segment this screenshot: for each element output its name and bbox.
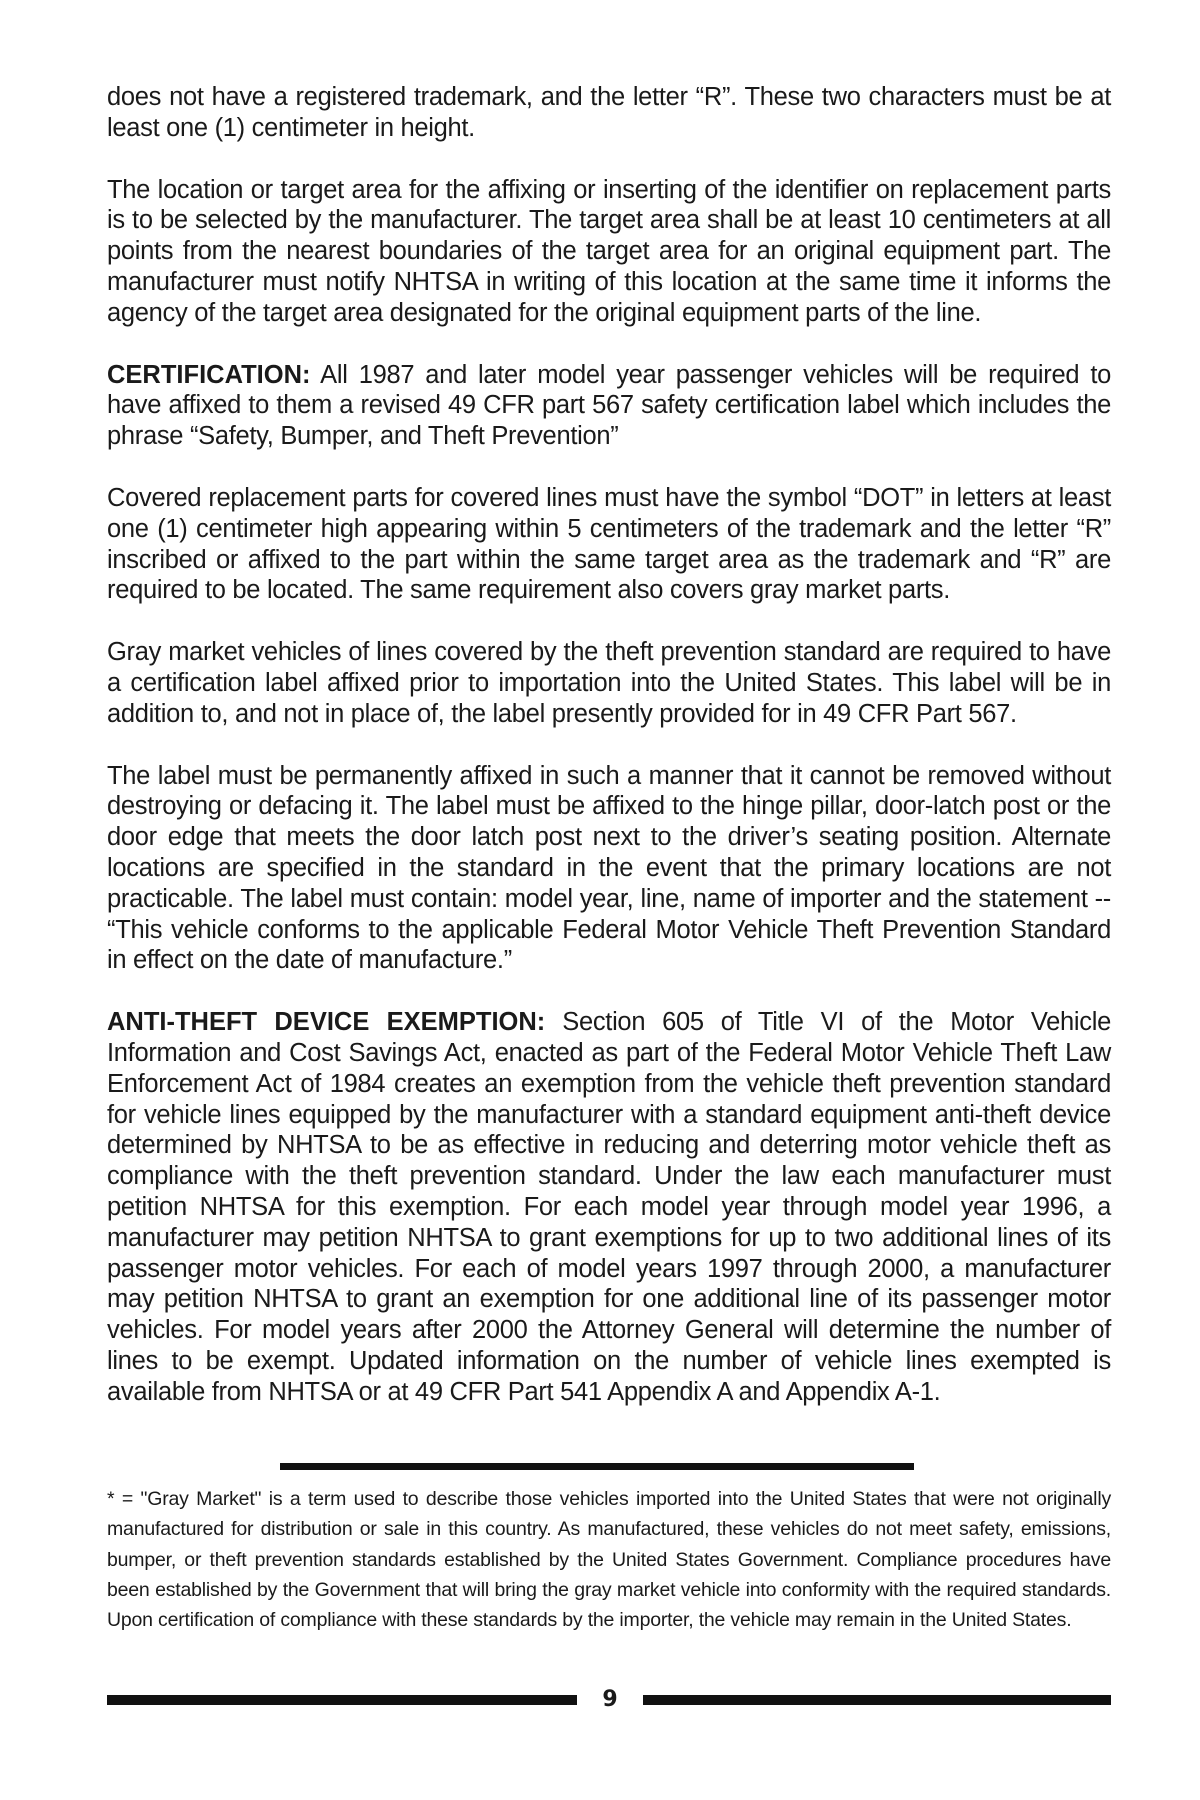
footer-bar-right <box>643 1695 1111 1705</box>
paragraph-text: Section 605 of Title VI of the Motor Vehicle Information and Cost Savings Act, enacted as part of the Federal Motor Vehicle Theft Law Enforcement Act of 1984 creates an exemption from the vehicle theft prevention standard for vehicle lines equipped by the manufacturer with a standard equipment anti-theft device determined by NHTSA to be as effective in reducing and deterring motor vehicle theft as compliance with the theft prevention standard. Under the law each manufacturer must petition NHTSA for this exemption. For each model year through model year 1996, a manufacturer may petition NHTSA to grant exemptions for up to two additional lines of its passenger motor vehicles. For each of model years 1997 through 2000, a manufacturer may petition NHTSA to grant an exemption for one additional line of its passenger motor vehicles. For model years after 2000 the Attorney General will determine the number of lines to be exempt. Updated information on the number of vehicle lines exempted is available from NHTSA or at 49 CFR Part 541 Appendix A and Appendix A-1. <box>107 1008 1111 1406</box>
paragraph-text: The location or target area for the affixing or inserting of the identifier on replacement parts is to be selected by the manufacturer. The target area shall be at least 10 centimeters at all points from the nearest boundaries of the target area for an original equipment part. The manufacturer must notify NHTSA in writing of this location at the same time it informs the agency of the target area designated for the original equipment parts of the line. <box>107 175 1111 327</box>
footnote-gray-market: * = "Gray Market" is a term used to describe those vehicles imported into the United States that were not originally manufactured for distribution or sale in this country. As manufactured, these vehicles do not meet safety, emissions, bumper, or theft prevention standards established by the United States Government. Compliance procedures have been established by the Government that will bring the gray market vehicle into conformity with the required standards. Upon certification of compliance with these standards by the importer, the vehicle may remain in the United States. <box>107 1488 1111 1632</box>
paragraph-text: does not have a registered trademark, and the letter “R”. These two characters must be at least one (1) centimeter in height. <box>107 83 1111 142</box>
anti-theft-heading: ANTI-THEFT DEVICE EXEMPTION: <box>107 1008 546 1037</box>
paragraph-target-area <box>107 175 1111 329</box>
page-body <box>107 82 1111 1438</box>
paragraph-gray-market-vehicles <box>107 637 1111 729</box>
section-divider <box>280 1463 914 1470</box>
paragraph-replacement-parts <box>107 483 1111 606</box>
paragraph-anti-theft-exemption <box>107 1007 1111 1407</box>
footer-bar-left <box>107 1695 577 1705</box>
paragraph-label-affixed <box>107 761 1111 977</box>
paragraph-text: The label must be permanently affixed in such a manner that it cannot be removed without destroying or defacing it. The label must be affixed to the hinge pillar, door-latch post or the door edge that meets the door latch post next to the driver’s seating position. Alternate locations are specified in the standard in the event that the primary locations are not practicable. The label must contain: model year, line, name of importer and the statement -- “This vehicle conforms to the applicable Federal Motor Vehicle Theft Prevention Standard in effect on the date of manufacture.” <box>107 761 1111 975</box>
paragraph-text: Gray market vehicles of lines covered by the theft prevention standard are required to have a certification label affixed prior to importation into the United States. This label will be in addition to, and not in place of, the label presently provided for in 49 CFR Part 567. <box>107 638 1111 728</box>
paragraph-trademark-height <box>107 82 1111 144</box>
paragraph-text: All 1987 and later model year passenger vehicles will be required to have affixed to them a revised 49 CFR part 567 safety certification label which includes the phrase “Safety, Bumper, and Theft Prevention” <box>107 360 1111 451</box>
paragraph-text: Covered replacement parts for covered lines must have the symbol “DOT” in letters at least one (1) centimeter high appearing within 5 centimeters of the trademark and the letter “R” inscribed or affixed to the part within the same target area as the trademark and “R” are required to be located. The same requirement also covers gray market parts. <box>107 483 1111 605</box>
paragraph-certification <box>107 360 1111 452</box>
page-number: 9 <box>602 1687 618 1712</box>
certification-heading: CERTIFICATION: <box>107 360 311 389</box>
